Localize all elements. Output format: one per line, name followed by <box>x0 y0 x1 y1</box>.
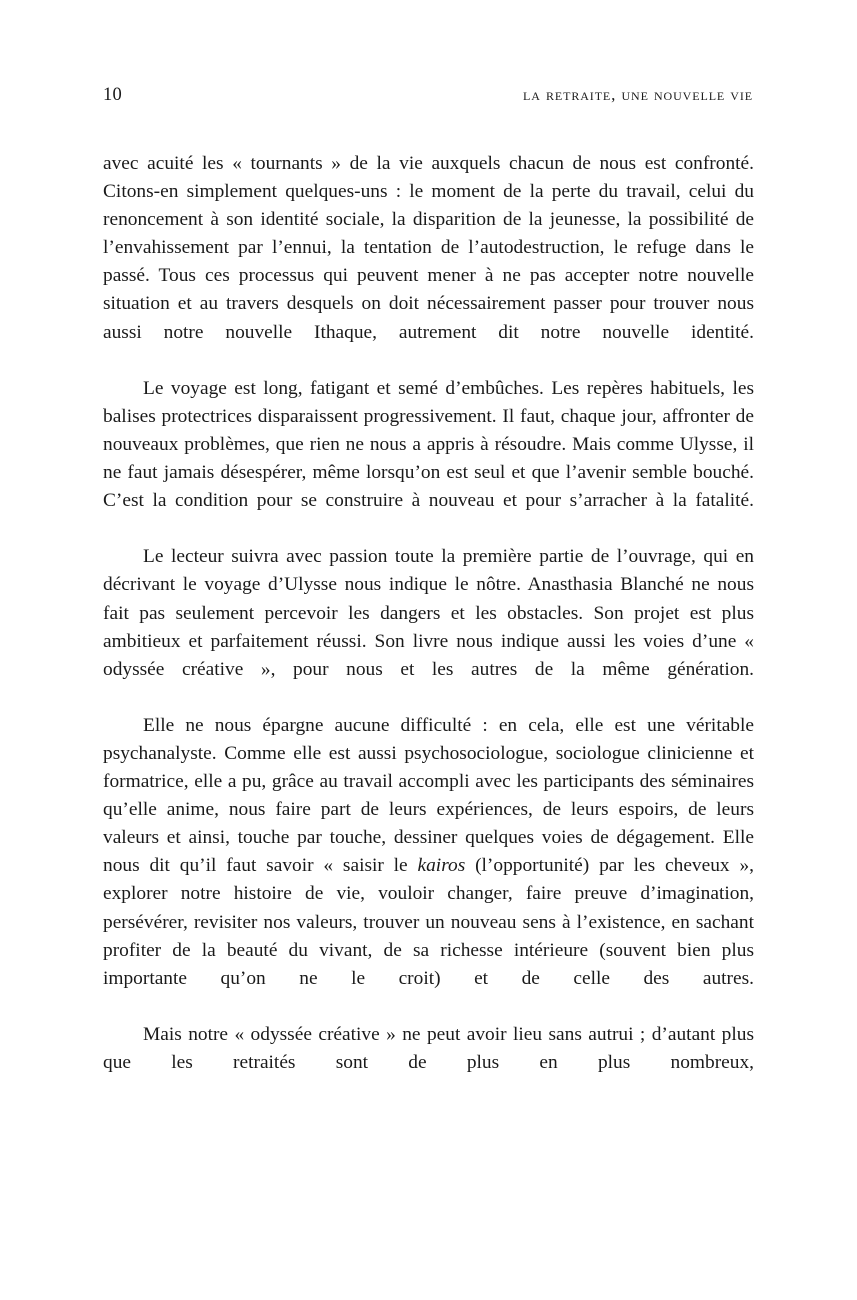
paragraph: Mais notre « odyssée créative » ne peut avoir lieu sans autrui ; d’autant plus que les retraités sont de plus en plus nombreux, <box>103 1023 754 1073</box>
paragraph: avec acuité les « tournants » de la vie auxquels chacun de nous est confronté. Citons-en simplement quelques-uns : le moment de la perte du travail, celui du renoncement à son identité sociale, la disparition de la jeunesse, la possibilité de l’envahissement par l’ennui, la tentation de l’autodestruction, le refuge dans le passé. Tous ces processus qui peuvent mener à ne pas accepter notre nouvelle situation et au travers desquels on doit nécessairement passer pour trouver nous aussi notre nouvelle Ithaque, autrement dit notre nouvelle identité. <box>103 153 754 343</box>
running-head <box>103 86 753 110</box>
running-title: la retraite, une nouvelle vie <box>523 85 753 104</box>
italic-term: kairos <box>417 855 466 877</box>
paragraph: Elle ne nous épargne aucune difficulté : en cela, elle est une véritable psychanalyste. Comme elle est aussi psychosociologue, sociologue clinicienne et formatrice, elle a pu, grâce au travail accompli avec les participants des séminaires qu’elle anime, nous faire part de leurs expériences, de leurs espoirs, de leurs valeurs et ainsi, touche par touche, dessiner quelques voies de dégagement. Elle nous dit qu’il faut savoir « saisir le kairos (l’opportunité) par les cheveux », explorer notre histoire de vie, vouloir changer, faire preuve d’imagination, persévérer, revisiter nos valeurs, trouver un nouveau sens à l’existence, en sachant profiter de la beauté du vivant, de sa richesse intérieure (souvent bien plus importante qu’on ne le croit) et de celle des autres. <box>103 714 754 989</box>
page-number: 10 <box>103 85 122 105</box>
paragraph: Le voyage est long, fatigant et semé d’embûches. Les repères habituels, les balises protectrices disparaissent progressivement. Il faut, chaque jour, affronter de nouveaux problèmes, que rien ne nous a appris à résoudre. Mais comme Ulysse, il ne faut jamais désespérer, même lorsqu’on est seul et que l’avenir semble bouché. C’est la condition pour se construire à nouveau et pour s’arracher à la fatalité. <box>103 377 754 512</box>
paragraph: Le lecteur suivra avec passion toute la première partie de l’ouvrage, qui en décrivant le voyage d’Ulysse nous indique le nôtre. Anasthasia Blanché ne nous fait pas seulement percevoir les dangers et les obstacles. Son projet est plus ambitieux et parfaitement réussi. Son livre nous indique aussi les voies d’une « odyssée créative », pour nous et les autres de la même génération. <box>103 546 754 680</box>
body-text-block <box>103 150 754 1105</box>
